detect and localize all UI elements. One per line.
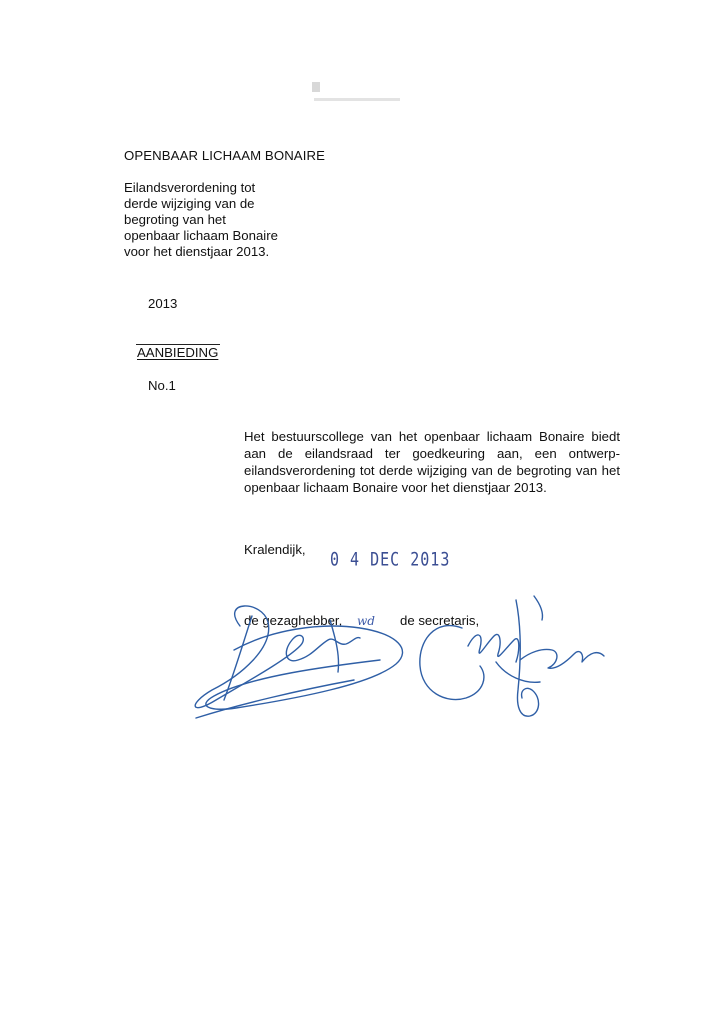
subject-line: begroting van het <box>124 212 226 227</box>
subject-line: derde wijziging van de <box>124 196 255 211</box>
signatory-right-role: de secretaris, <box>400 613 480 628</box>
subject-line: voor het dienstjaar 2013. <box>124 244 270 259</box>
place-label: Kralendijk, <box>244 542 306 557</box>
document-year: 2013 <box>148 296 178 311</box>
section-heading: AANBIEDING <box>137 345 219 360</box>
interim-annotation: wd <box>357 614 375 628</box>
signature-right <box>420 626 484 700</box>
document-number: No.1 <box>148 378 176 393</box>
subject-line: Eilandsverordening tot <box>124 180 256 195</box>
signatory-left-role: de gezaghebber, <box>244 613 343 628</box>
faint-scan-mark <box>312 82 402 108</box>
body-paragraph: Het bestuurscollege van het openbaar lichaam Bonaire biedt aan de eilandsraad ter goedkeuring aan, een ontwerp-eilandsverordening tot derde wijziging van de begroting van het openbaar lichaam Bonaire voor het dienstjaar 2013. <box>244 429 620 495</box>
organization-name: OPENBAAR LICHAAM BONAIRE <box>124 148 325 163</box>
subject-line: openbaar lichaam Bonaire <box>124 228 278 243</box>
document-subject <box>124 180 324 260</box>
date-stamp: 0 4 DEC 2013 <box>330 548 451 571</box>
